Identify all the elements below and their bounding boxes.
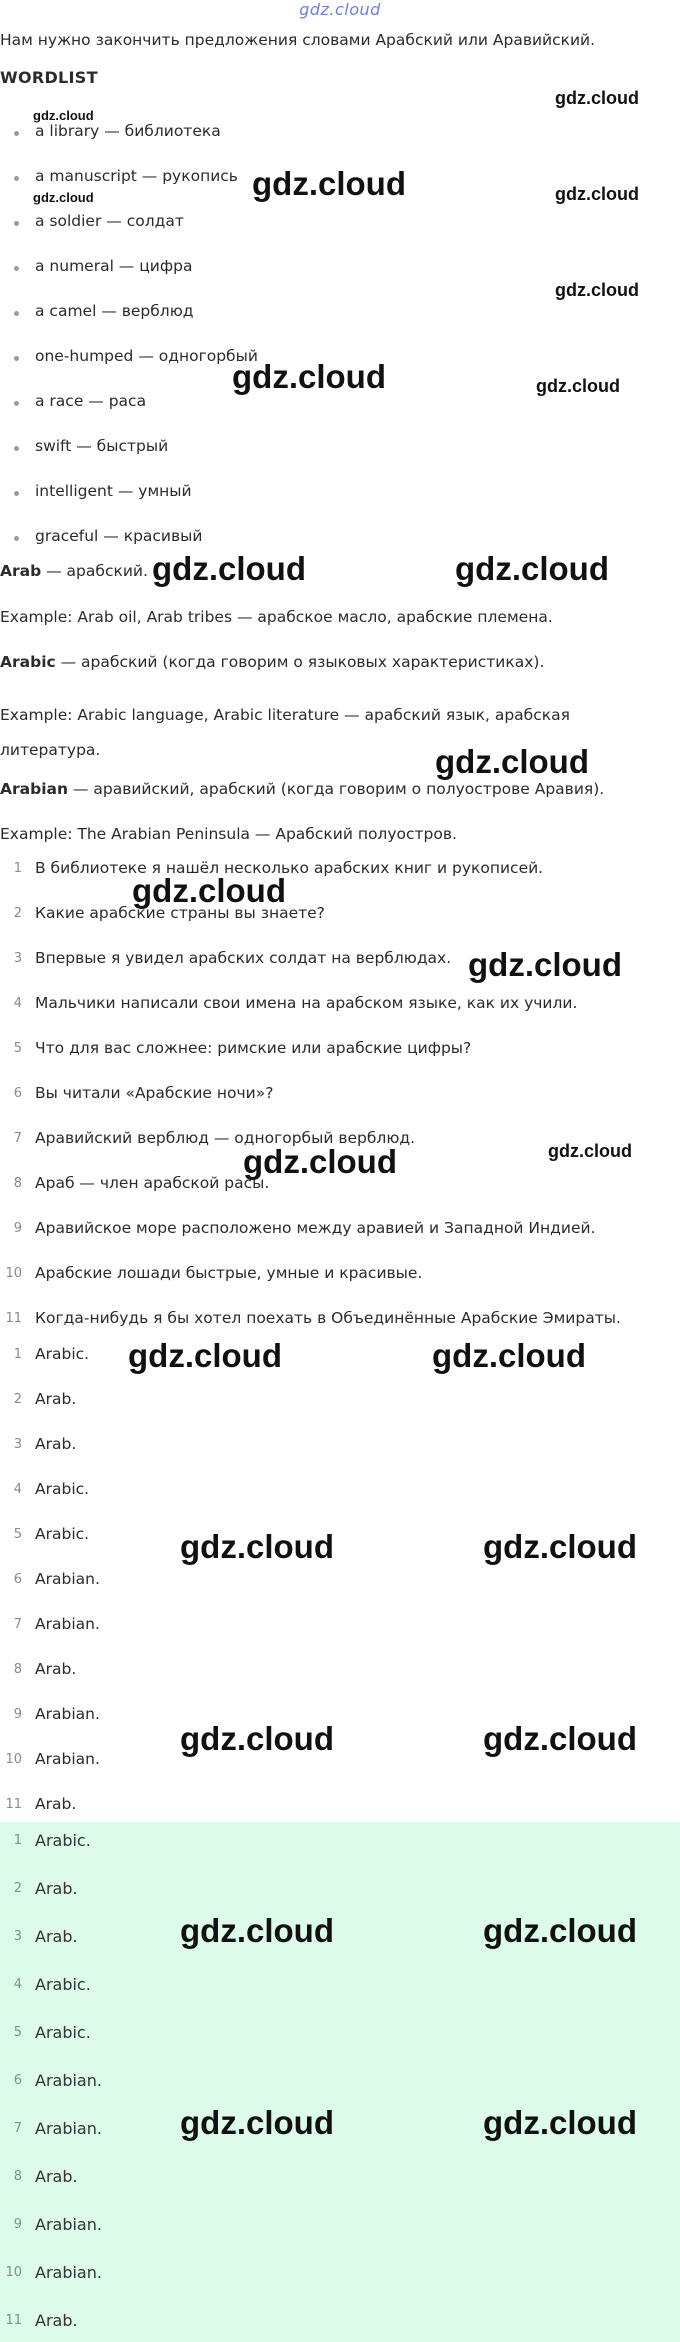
watermark: gdz.cloud xyxy=(555,88,639,108)
watermark: gdz.cloud xyxy=(33,190,94,205)
bullet-icon xyxy=(14,266,19,271)
bullet-icon xyxy=(14,356,19,361)
bullet-icon xyxy=(14,446,19,451)
watermark: gdz.cloud xyxy=(33,108,94,123)
watermark: gdz.cloud xyxy=(243,1143,397,1180)
watermark: gdz.cloud xyxy=(555,280,639,300)
watermark: gdz.cloud xyxy=(483,1912,637,1949)
site-logo[interactable]: gdz.cloud xyxy=(299,0,381,19)
example-arabic: Example: Arabic language, Arabic literature — арабский язык, арабская литература. xyxy=(0,706,570,759)
watermark: gdz.cloud xyxy=(435,743,589,780)
watermark: gdz.cloud xyxy=(128,1337,282,1374)
definition-arabian: Arabian — аравийский, арабский (когда говорим о полуострове Аравия). xyxy=(0,780,605,798)
bullet-icon xyxy=(14,131,19,136)
watermark: gdz.cloud xyxy=(252,165,406,202)
bullet-icon xyxy=(14,221,19,226)
answers-highlight-panel xyxy=(0,1822,680,2342)
watermark: gdz.cloud xyxy=(232,358,386,395)
bullet-icon xyxy=(14,176,19,181)
watermark: gdz.cloud xyxy=(483,1528,637,1565)
task-instruction: Нам нужно закончить предложения словами Арабский или Аравийский. xyxy=(0,31,596,49)
example-arab: Example: Arab oil, Arab tribes — арабское масло, арабские племена. xyxy=(0,608,553,626)
watermark: gdz.cloud xyxy=(483,2104,637,2141)
watermark: gdz.cloud xyxy=(483,1720,637,1757)
watermark: gdz.cloud xyxy=(536,376,620,396)
watermark: gdz.cloud xyxy=(152,550,306,587)
watermark: gdz.cloud xyxy=(455,550,609,587)
watermark: gdz.cloud xyxy=(132,872,286,909)
watermark: gdz.cloud xyxy=(555,184,639,204)
watermark: gdz.cloud xyxy=(432,1337,586,1374)
watermark: gdz.cloud xyxy=(180,1720,334,1757)
wordlist-heading: WORDLIST xyxy=(0,68,98,87)
watermark: gdz.cloud xyxy=(180,1528,334,1565)
watermark: gdz.cloud xyxy=(548,1141,632,1161)
bullet-icon xyxy=(14,536,19,541)
bullet-icon xyxy=(14,311,19,316)
example-arabian: Example: The Arabian Peninsula — Арабский полуостров. xyxy=(0,825,457,843)
bullet-icon xyxy=(14,401,19,406)
definition-arabic: Arabic — арабский (когда говорим о языковых характеристиках). xyxy=(0,653,545,671)
definition-arab: Arab — арабский. xyxy=(0,562,148,580)
watermark: gdz.cloud xyxy=(180,2104,334,2141)
bullet-icon xyxy=(14,491,19,496)
watermark: gdz.cloud xyxy=(180,1912,334,1949)
watermark: gdz.cloud xyxy=(468,946,622,983)
